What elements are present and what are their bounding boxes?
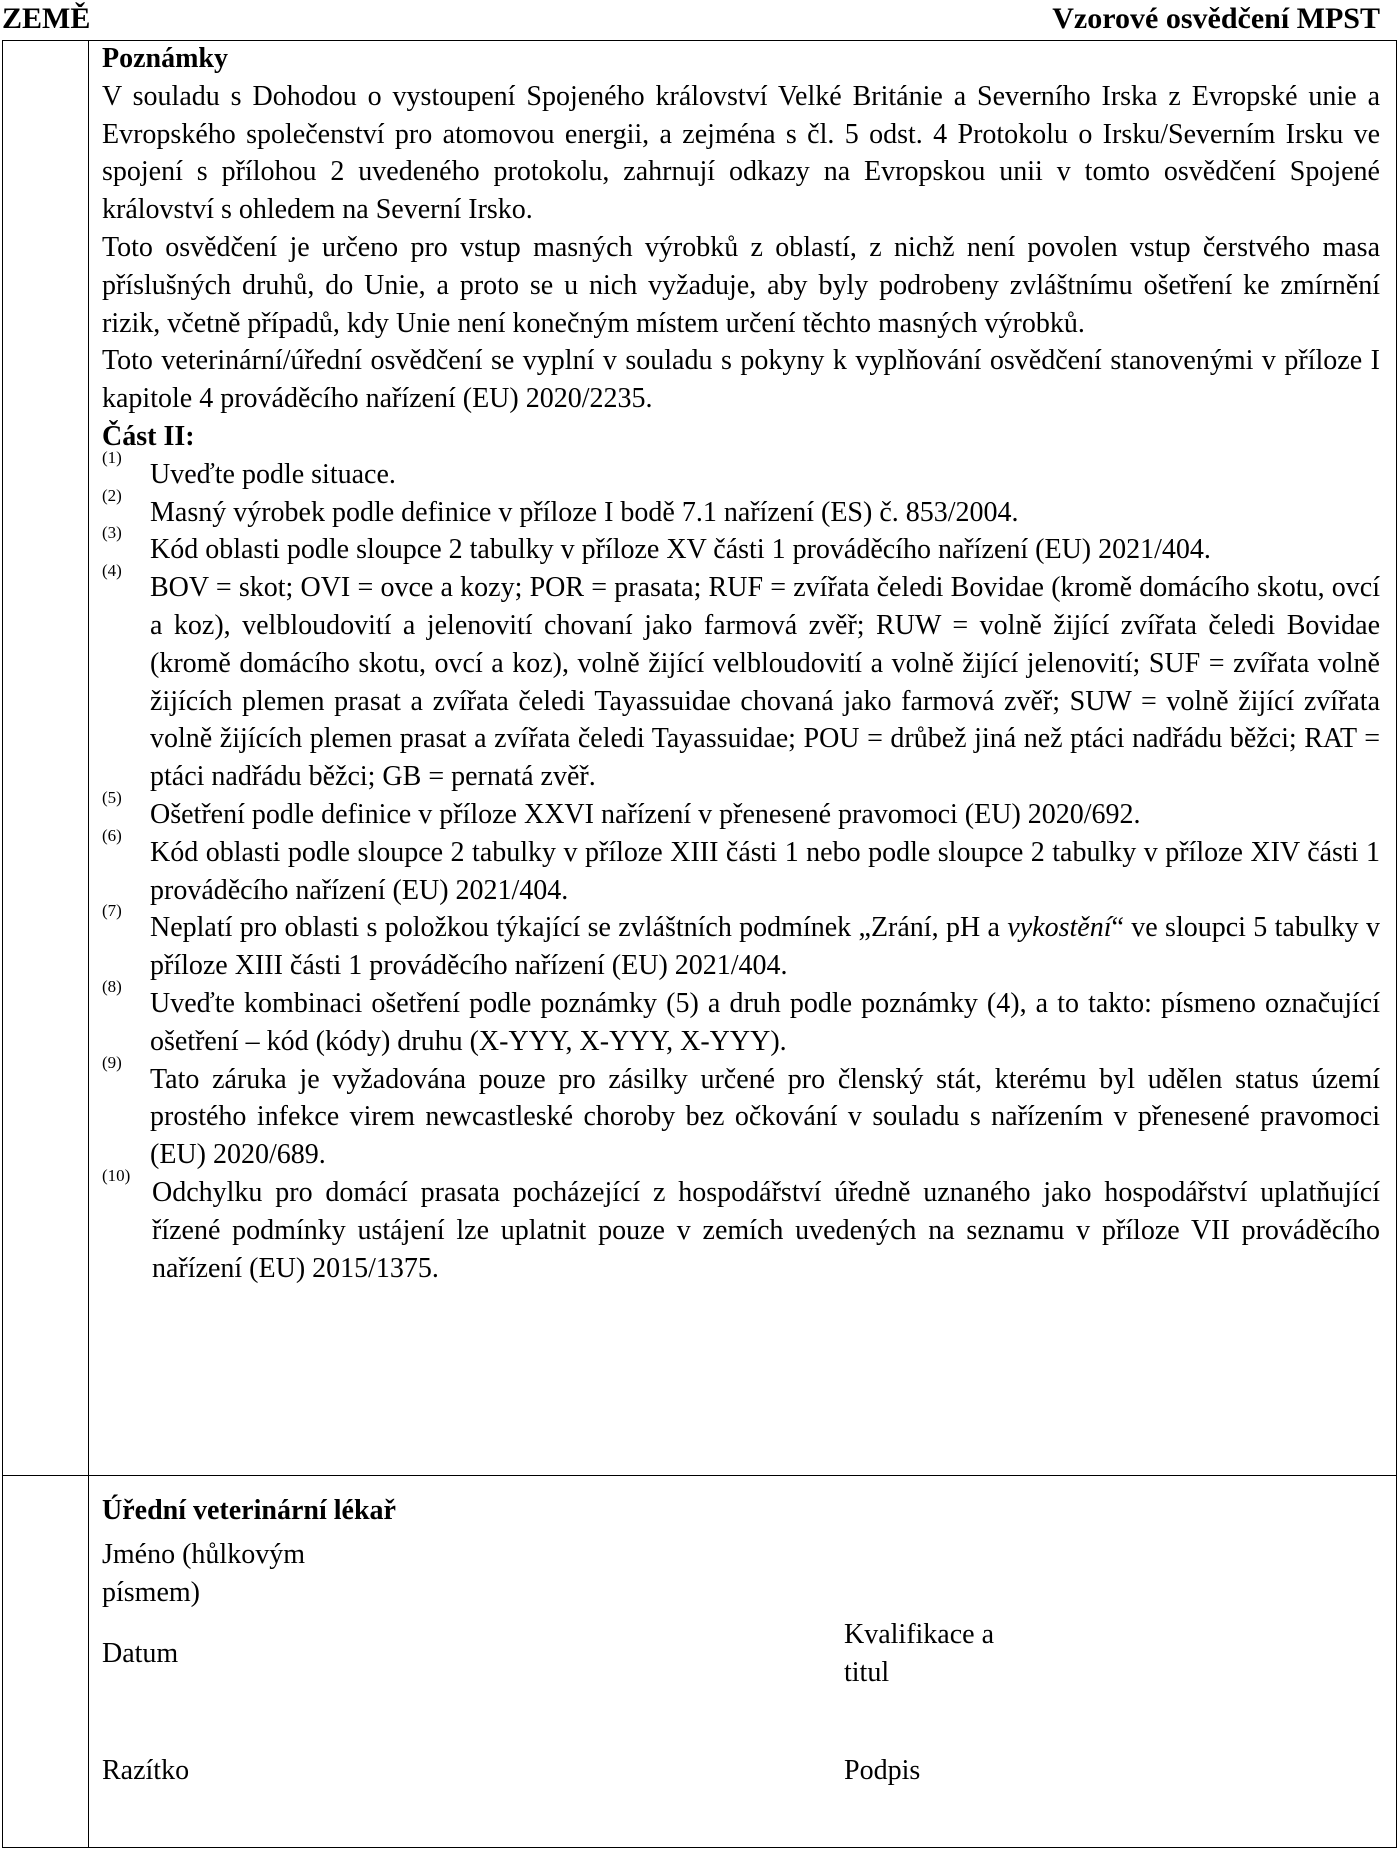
footnote-7 <box>102 901 1380 985</box>
footnote-number: (10) <box>102 1165 131 1185</box>
footnote-number: (1) <box>102 447 122 467</box>
date-label: Datum <box>102 1638 179 1669</box>
footnote-6 <box>102 825 1380 910</box>
footnote-text: Kód oblasti podle sloupce 2 tabulky v příloze XV části 1 prováděcího nařízení (EU) 2021/404. <box>150 534 1211 566</box>
footnote-text: BOV = skot; OVI = ovce a kozy; POR = prasata; RUF = zvířata čeledi Bovidae (kromě domácího skotu, ovcí a koz), velbloudovití a jelenovití chovaní jako farmová zvěř; RUW = volně žijící zvířata čeledi Bovidae (kromě domácího skotu, ovcí a koz), volně žijící velbloudovití a volně žijící jelenovití; SUF = zvířata volně žijících plemen prasat a zvířata čeledi Tayassuidae chovaná jako farmová zvěř; SUW = volně žijící zvířata volně žijících plemen prasat a zvířata čeledi Tayassuidae; POU = drůbež jiná než ptáci nadřádu běžci; RAT = ptáci nadřádu běžci; GB = pernatá zvěř. <box>150 572 1380 793</box>
footnote-number: (8) <box>102 976 122 996</box>
footnote-text: Masný výrobek podle definice v příloze I bodě 7.1 nařízení (ES) č. 853/2004. <box>150 496 1019 528</box>
official-veterinarian-title: Úřední veterinární lékař <box>102 1495 396 1526</box>
notes-title: Poznámky <box>102 43 228 74</box>
footnote-5 <box>102 787 1380 834</box>
certificate-model-title: Vzorové osvědčení MPST <box>1052 2 1380 35</box>
footnote-text-end: “ ve sloupci 5 tabulky v příloze XIII části 1 prováděcího nařízení (EU) 2021/404. <box>150 912 1380 982</box>
stamp-label: Razítko <box>102 1755 190 1786</box>
footnote-text-start: Neplatí pro oblasti s položkou týkající se zvláštních podmínek „Zrání, pH a <box>150 912 1008 944</box>
footnote-number: (5) <box>102 787 122 807</box>
footnote-2 <box>102 485 1380 532</box>
footnote-text-italic: vykostění <box>1007 912 1112 944</box>
name-label: Jméno (hůlkovým písmem) <box>102 1539 305 1608</box>
footnote-1 <box>102 447 1380 494</box>
notes-section <box>102 40 1380 1287</box>
signature-label: Podpis <box>844 1755 921 1786</box>
footnote-text: Ošetření podle definice v příloze XXVI nařízení v přenesené pravomoci (EU) 2020/692. <box>150 798 1141 830</box>
footnote-4 <box>102 561 1380 796</box>
footnote-8 <box>102 976 1380 1061</box>
note-paragraph-2: Toto osvědčení je určeno pro vstup masných výrobků z oblastí, z nichž není povolen vstup čerstvého masa příslušných druhů, do Unie, a proto se u nich vyžaduje, aby byly podrobeny zvláštnímu ošetření ke zmírnění rizik, včetně případů, kdy Unie není konečným místem určení těchto masných výrobků. <box>102 231 1380 339</box>
left-column-divider <box>88 40 89 1848</box>
footnote-number: (4) <box>102 561 122 581</box>
footnote-number: (3) <box>102 523 122 543</box>
footnote-text: Tato záruka je vyžadována pouze pro zásilky určené pro členský stát, kterému byl udělen status území prostého infekce virem newcastleské choroby bez očkování v souladu s nařízením v přenesené pravomoci (EU) 2020/689. <box>150 1063 1380 1171</box>
note-paragraph-1: V souladu s Dohodou o vystoupení Spojeného království Velké Británie a Severního Irska z Evropské unie a Evropského společenství pro atomovou energii, a zejména s čl. 5 odst. 4 Protokolu o Irsku/Severním Irsku ve spojení s přílohou 2 uvedeného protokolu, zahrnují odkazy na Evropskou unii v tomto osvědčení Spojené království s ohledem na Severní Irsko. <box>102 80 1380 226</box>
qualification-label: Kvalifikace a titul <box>844 1619 995 1688</box>
footnote-10 <box>102 1165 1380 1287</box>
footnote-3 <box>102 523 1380 569</box>
footnote-9 <box>102 1052 1380 1174</box>
footnote-number: (7) <box>102 901 122 921</box>
part-two-title: Část II: <box>102 420 195 452</box>
footnote-number: (2) <box>102 485 122 505</box>
footnote-text: Uveďte kombinaci ošetření podle poznámky (5) a druh podle poznámky (4), a to takto: písmeno označující ošetření – kód (kódy) druhu (X-YYY, X-YYY, X-YYY). <box>150 987 1380 1057</box>
footnote-text: Kód oblasti podle sloupce 2 tabulky v příloze XIII části 1 nebo podle sloupce 2 tabulky v příloze XIV části 1 prováděcího nařízení (EU) 2021/404. <box>150 836 1380 906</box>
footnote-text: Odchylku pro domácí prasata pocházející z hospodářství úředně uznaného jako hospodářství uplatňující řízené podmínky ustájení lze uplatnit pouze v zemích uvedených na seznamu v příloze VII prováděcího nařízení (EU) 2015/1375. <box>152 1176 1380 1284</box>
footnote-number: (6) <box>102 825 122 845</box>
footnote-text: Uveďte podle situace. <box>150 458 396 490</box>
country-label: ZEMĚ <box>2 2 91 35</box>
section-divider <box>2 1475 1397 1476</box>
footnote-number: (9) <box>102 1052 122 1072</box>
note-paragraph-3: Toto veterinární/úřední osvědčení se vyplní v souladu s pokyny k vyplňování osvědčení stanovenými v příloze I kapitole 4 prováděcího nařízení (EU) 2020/2235. <box>102 345 1380 415</box>
